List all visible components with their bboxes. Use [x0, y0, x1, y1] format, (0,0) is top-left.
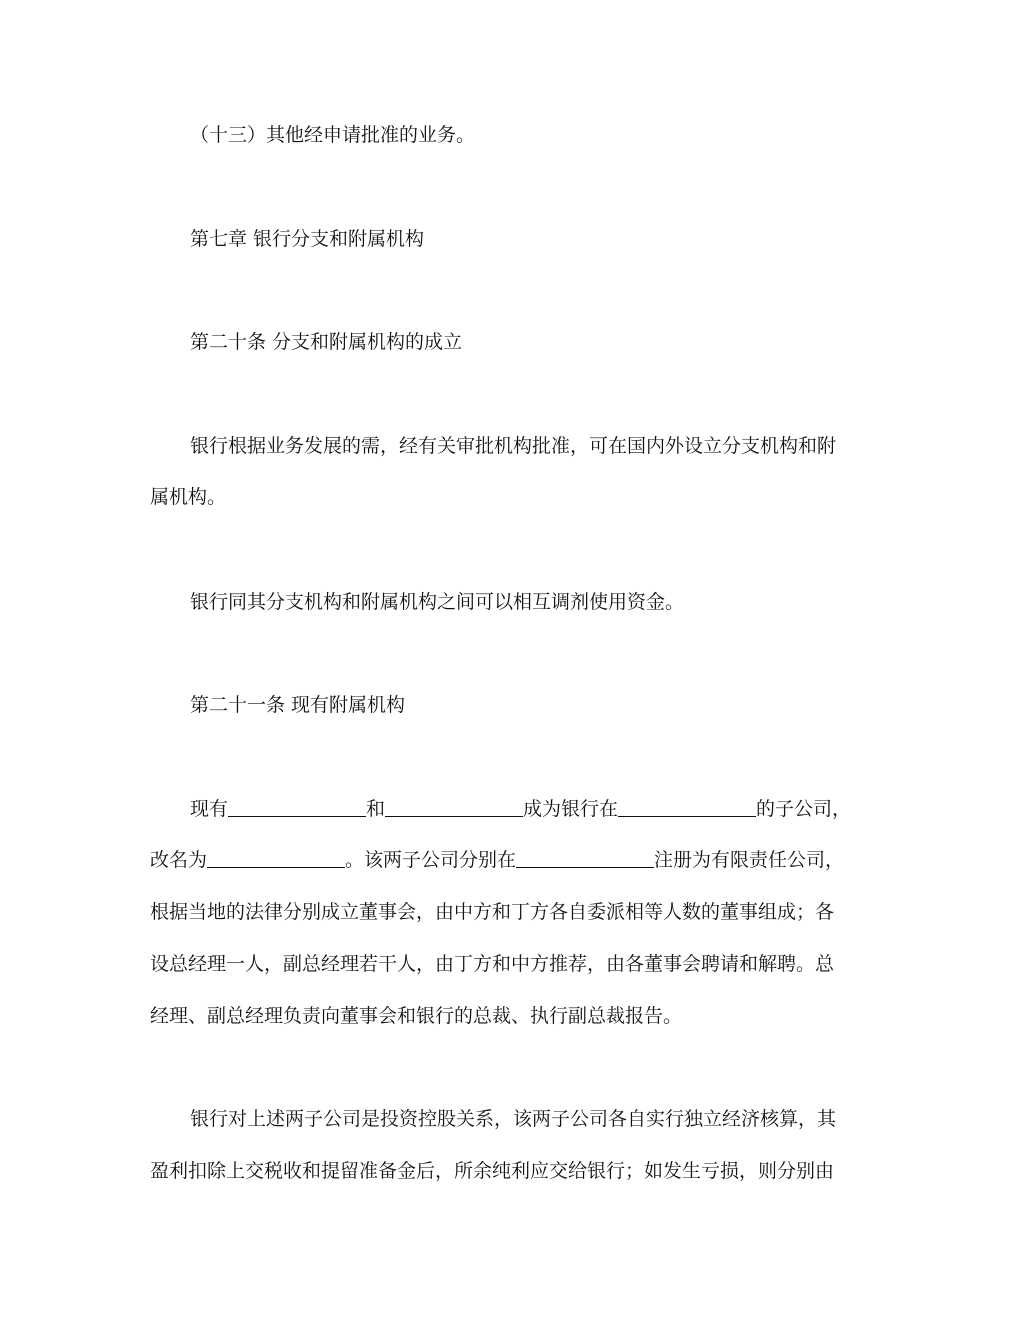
text-segment: 的子公司， — [756, 798, 852, 820]
blank-field[interactable] — [228, 796, 366, 817]
article-heading: 第二十条 分支和附属机构的成立 — [190, 331, 463, 353]
blank-field[interactable] — [618, 796, 756, 817]
text-line: （十三）其他经申请批准的业务。 — [190, 124, 476, 146]
text-line: 经理、副总经理负责向董事会和银行的总裁、执行副总裁报告。 — [150, 1005, 683, 1027]
blank-field[interactable] — [385, 796, 523, 817]
text-line: 设总经理一人，副总经理若干人，由丁方和中方推荐，由各董事会聘请和解聘。总 — [150, 953, 835, 975]
text-segment: 改名为 — [150, 849, 208, 871]
text-line: 盈利扣除上交税收和提留准备金后，所余纯利应交给银行；如发生亏损，则分别由 — [150, 1160, 835, 1182]
text-line: 银行根据业务发展的需，经有关审批机构批准，可在国内外设立分支机构和附 — [190, 435, 837, 457]
blank-field[interactable] — [207, 847, 345, 868]
fill-in-line — [190, 796, 890, 822]
blank-field[interactable] — [516, 847, 654, 868]
text-segment: 。该两子公司分别在 — [345, 849, 517, 871]
text-line: 属机构。 — [150, 486, 227, 508]
fill-in-line — [150, 847, 890, 873]
text-line: 银行对上述两子公司是投资控股关系，该两子公司各自实行独立经济核算，其 — [190, 1108, 837, 1130]
text-line: 根据当地的法律分别成立董事会，由中方和丁方各自委派相等人数的董事组成；各 — [150, 901, 835, 923]
text-segment: 和 — [366, 798, 386, 820]
chapter-heading: 第七章 银行分支和附属机构 — [190, 228, 425, 250]
article-heading: 第二十一条 现有附属机构 — [190, 694, 406, 716]
text-line: 银行同其分支机构和附属机构之间可以相互调剂使用资金。 — [190, 591, 685, 613]
text-segment: 注册为有限责任公司， — [654, 849, 845, 871]
text-segment: 成为银行在 — [523, 798, 619, 820]
text-segment: 现有 — [190, 798, 229, 820]
